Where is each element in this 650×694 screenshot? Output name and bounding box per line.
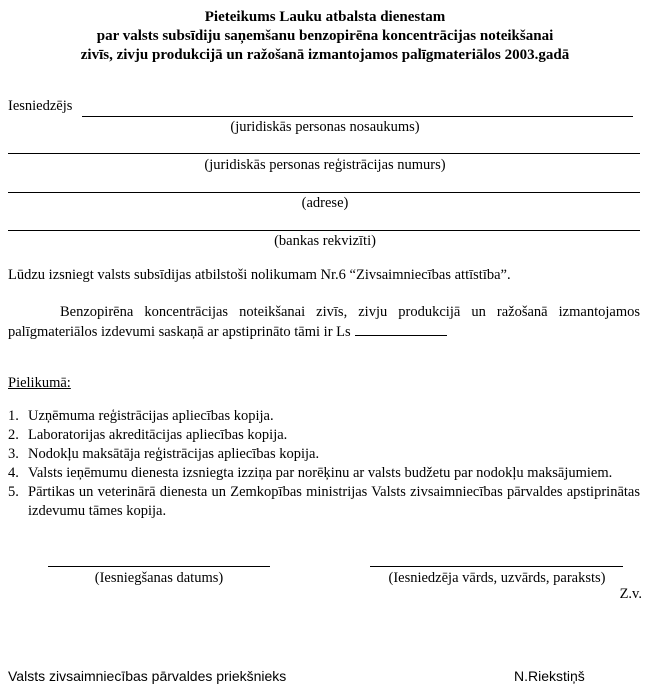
footer-name: N.Riekstiņš	[514, 668, 585, 684]
date-signature-line[interactable]	[48, 566, 270, 567]
signer-caption: (Iesniedzēja vārds, uzvārds, paraksts)	[388, 570, 606, 586]
applicant-address-line[interactable]	[8, 192, 640, 193]
expenses-amount-blank[interactable]	[355, 323, 447, 336]
applicant-name-line[interactable]	[82, 116, 633, 117]
list-item-text: Laboratorijas akreditācijas apliecības kopija.	[28, 427, 288, 443]
list-item	[8, 483, 640, 521]
list-item-text: Nodokļu maksātāja reģistrācijas apliecības kopija.	[28, 446, 320, 462]
document-title-line-1: Pieteikums Lauku atbalsta dienestam	[204, 9, 446, 25]
list-item	[8, 445, 640, 464]
applicant-reg-line[interactable]	[8, 153, 640, 154]
seal-mark: Z.v.	[619, 586, 642, 602]
list-item-number: 4.	[8, 465, 19, 481]
date-caption: (Iesniegšanas datums)	[94, 570, 224, 586]
list-item-text: Uzņēmuma reģistrācijas apliecības kopija.	[28, 408, 274, 424]
list-item	[8, 426, 640, 445]
applicant-bank-line[interactable]	[8, 230, 640, 231]
expenses-text: Benzopirēna koncentrācijas noteikšanai zivīs, zivju produkcijā un ražošanā izmantojamos palīgmateriālos izdevumi saskaņā ar apstiprināto tāmi ir Ls	[8, 304, 640, 340]
applicant-label: Iesniedzējs	[8, 98, 73, 114]
applicant-bank-caption: (bankas rekvizīti)	[274, 233, 376, 249]
attachments-list	[8, 407, 640, 521]
footer-position: Valsts zivsaimniecības pārvaldes priekšnieks	[8, 668, 287, 684]
list-item-number: 1.	[8, 408, 19, 424]
list-item	[8, 407, 640, 426]
list-item-number: 3.	[8, 446, 19, 462]
signer-signature-line[interactable]	[370, 566, 623, 567]
applicant-reg-caption: (juridiskās personas reģistrācijas numurs)	[204, 157, 446, 173]
document-title-line-3: zivīs, zivju produkcijā un ražošanā izmantojamos palīgmateriālos 2003.gadā	[80, 47, 570, 63]
applicant-name-caption: (juridiskās personas nosaukums)	[230, 119, 420, 135]
document-title-line-2: par valsts subsīdiju saņemšanu benzopirēna koncentrācijas noteikšanai	[96, 28, 554, 44]
attachments-heading: Pielikumā:	[8, 375, 71, 391]
request-paragraph: Lūdzu izsniegt valsts subsīdijas atbilstoši nolikumam Nr.6 “Zivsaimniecības attīstība”.	[8, 267, 511, 283]
expenses-paragraph	[8, 302, 640, 342]
list-item-text: Valsts ieņēmumu dienesta izsniegta izziņa par norēķinu ar valsts budžetu par nodokļu maksājumiem.	[28, 465, 613, 481]
list-item-number: 2.	[8, 427, 19, 443]
list-item-number: 5.	[8, 484, 19, 500]
list-item	[8, 464, 640, 483]
list-item-text: Pārtikas un veterinārā dienesta un Zemkopības ministrijas Valsts zivsaimniecības pārvaldes apstiprinātas izdevumu tāmes kopija.	[28, 484, 640, 519]
applicant-address-caption: (adrese)	[301, 195, 349, 211]
